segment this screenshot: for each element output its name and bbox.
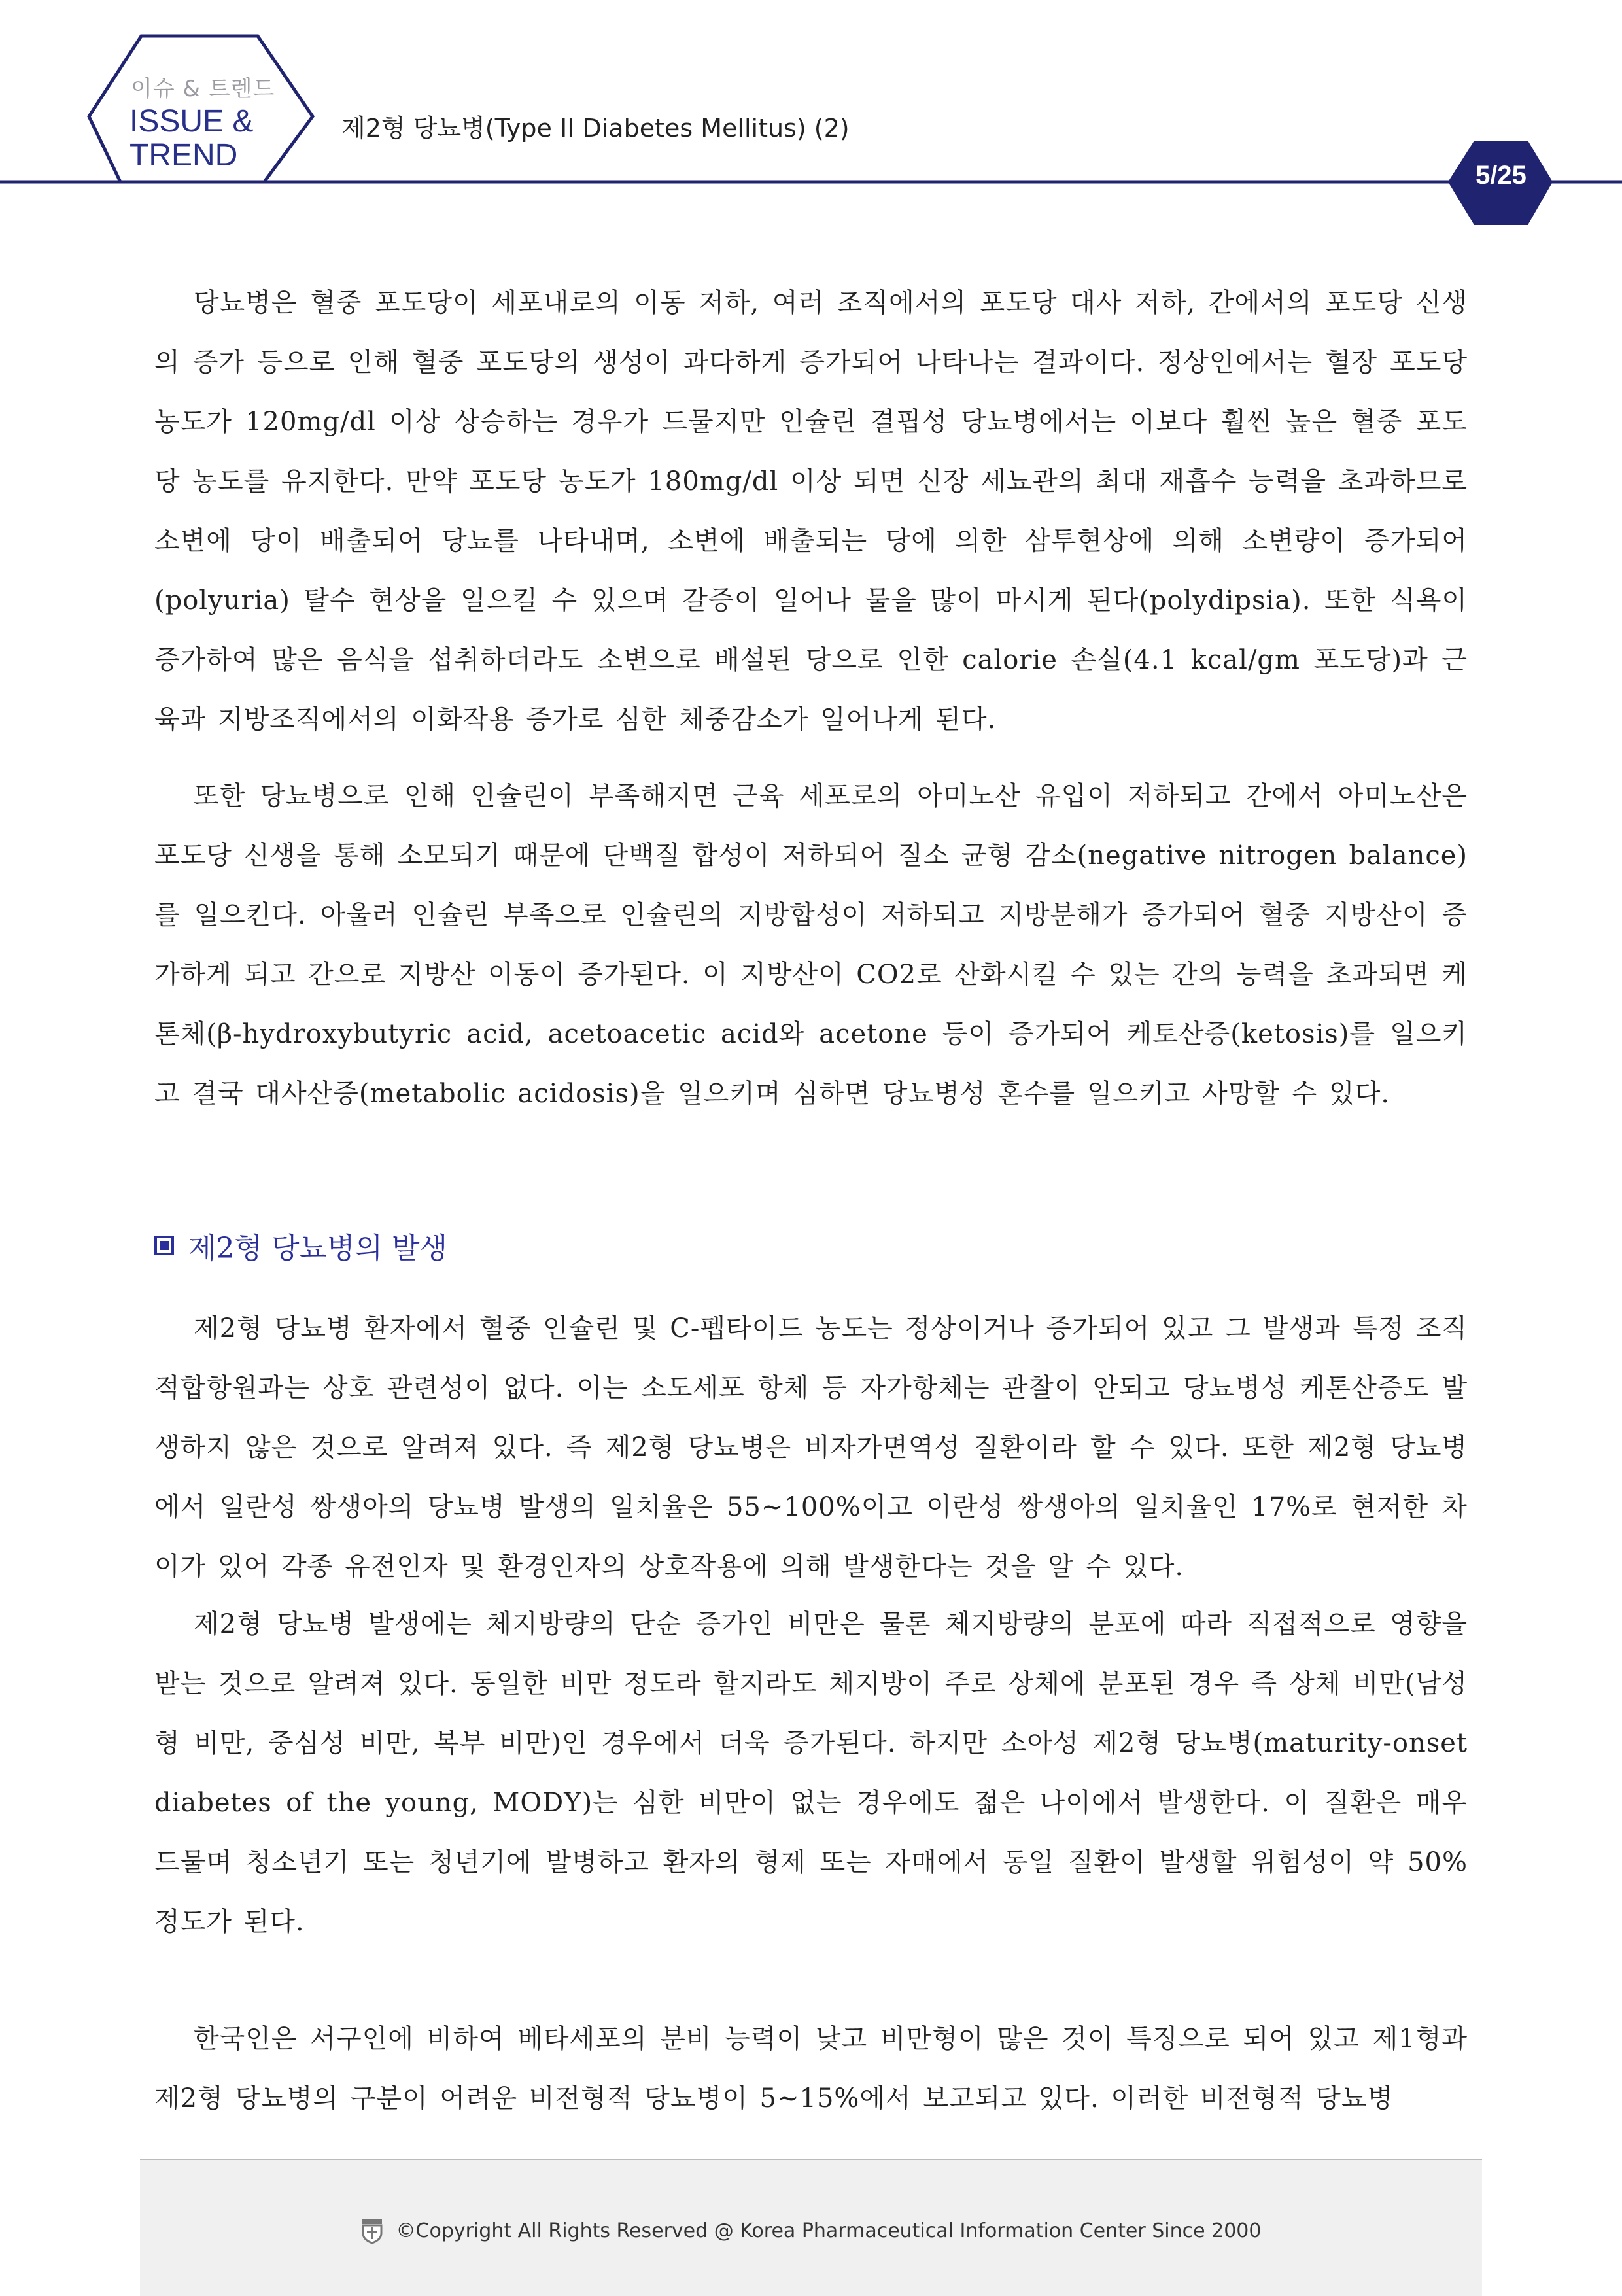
square-bullet-icon bbox=[154, 1236, 174, 1255]
section-heading bbox=[154, 1225, 447, 1266]
footer-content bbox=[140, 2218, 1482, 2244]
paragraph-1: 당뇨병은 혈중 포도당이 세포내로의 이동 저하, 여러 조직에서의 포도당 대사 저하, 간에서의 포도당 신생의 증가 등으로 인해 혈중 포도당의 생성이 과다하게 증가되어 나타나는 결과이다. 정상인에서는 혈장 포도당 농도가 120mg/dl 이상 상승하는 경우가 드물지만 인슐린 결핍성 당뇨병에서는 이보다 훨씬 높은 혈중 포도당 농도를 유지한다. 만약 포도당 농도가 180mg/dl 이상 되면 신장 세뇨관의 최대 재흡수 능력을 초과하므로 소변에 당이 배출되어 당뇨를 나타내며, 소변에 배출되는 당에 의한 삼투현상에 의해 소변량이 증가되어(polyuria) 탈수 현상을 일으킬 수 있으며 갈증이 일어나 물을 많이 마시게 된다(polydipsia). 또한 식욕이 증가하여 많은 음식을 섭취하더라도 소변으로 배설된 당으로 인한 calorie 손실(4.1 kcal/gm 포도당)과 근육과 지방조직에서의 이화작용 증가로 심한 체중감소가 일어나게 된다. bbox=[154, 288, 1468, 735]
logo-korean-text: 이슈 & 트렌드 bbox=[131, 76, 275, 102]
paragraph-3: 제2형 당뇨병 환자에서 혈중 인슐린 및 C-펩타이드 농도는 정상이거나 증가되어 있고 그 발생과 특정 조직적합항원과는 상호 관련성이 없다. 이는 소도세포 항체 등 자가항체는 관찰이 안되고 당뇨병성 케톤산증도 발생하지 않은 것으로 알려져 있다. 즉 제2형 당뇨병은 비자가면역성 질환이라 할 수 있다. 또한 제2형 당뇨병에서 일란성 쌍생아의 당뇨병 발생의 일치율은 55~100%이고 이란성 쌍생아의 일치율인 17%로 현저한 차이가 있어 각종 유전인자 및 환경인자의 상호작용에 의해 발생한다는 것을 알 수 있다. bbox=[154, 1313, 1468, 1582]
paragraph-4: 제2형 당뇨병 발생에는 체지방량의 단순 증가인 비만은 물론 체지방량의 분포에 따라 직접적으로 영향을 받는 것으로 알려져 있다. 동일한 비만 정도라 할지라도 체지방이 주로 상체에 분포된 경우 즉 상체 비만(남성형 비만, 중심성 비만, 복부 비만)인 경우에서 더욱 증가된다. 하지만 소아성 제2형 당뇨병(maturity-onset diabetes of the young, MODY)는 심한 비만이 없는 경우에도 젊은 나이에서 발생한다. 이 질환은 매우 드물며 청소년기 또는 청년기에 발병하고 환자의 형제 또는 자매에서 동일 질환이 발생할 위험성이 약 50% 정도가 된다. bbox=[154, 1609, 1468, 1937]
paragraph-2: 또한 당뇨병으로 인해 인슐린이 부족해지면 근육 세포로의 아미노산 유입이 저하되고 간에서 아미노산은 포도당 신생을 통해 소모되기 때문에 단백질 합성이 저하되어 질소 균형 감소(negative nitrogen balance)를 일으킨다. 아울러 인슐린 부족으로 인슐린의 지방합성이 저하되고 지방분해가 증가되어 혈중 지방산이 증가하게 되고 간으로 지방산 이동이 증가된다. 이 지방산이 CO2로 산화시킬 수 있는 간의 능력을 초과되면 케톤체(β-hydroxybutyric acid, acetoacetic acid와 acetone 등이 증가되어 케토산증(ketosis)를 일으키고 결국 대사산증(metabolic acidosis)을 일으키며 심하면 당뇨병성 혼수를 일으키고 사망할 수 있다. bbox=[154, 781, 1468, 1109]
section-heading-text: 제2형 당뇨병의 발생 bbox=[188, 1232, 447, 1265]
copyright-text: ©Copyright All Rights Reserved @ Korea Pharmaceutical Information Center Since 2000 bbox=[396, 2219, 1262, 2242]
logo bbox=[129, 105, 286, 173]
paragraph-5: 한국인은 서구인에 비하여 베타세포의 분비 능력이 낮고 비만형이 많은 것이 특징으로 되어 있고 제1형과 제2형 당뇨병의 구분이 어려운 비전형적 당뇨병이 5~15%에서 보고되고 있다. 이러한 비전형적 당뇨병 bbox=[154, 2024, 1468, 2113]
logo-line-trend: TREND bbox=[129, 138, 238, 173]
footer bbox=[140, 2159, 1482, 2296]
shield-emblem-icon bbox=[361, 2218, 383, 2244]
page-title: 제2형 당뇨병(Type II Diabetes Mellitus) (2) bbox=[341, 114, 850, 143]
page-number: 5/25 bbox=[1475, 161, 1527, 190]
logo-line-issue: ISSUE & bbox=[129, 104, 254, 139]
